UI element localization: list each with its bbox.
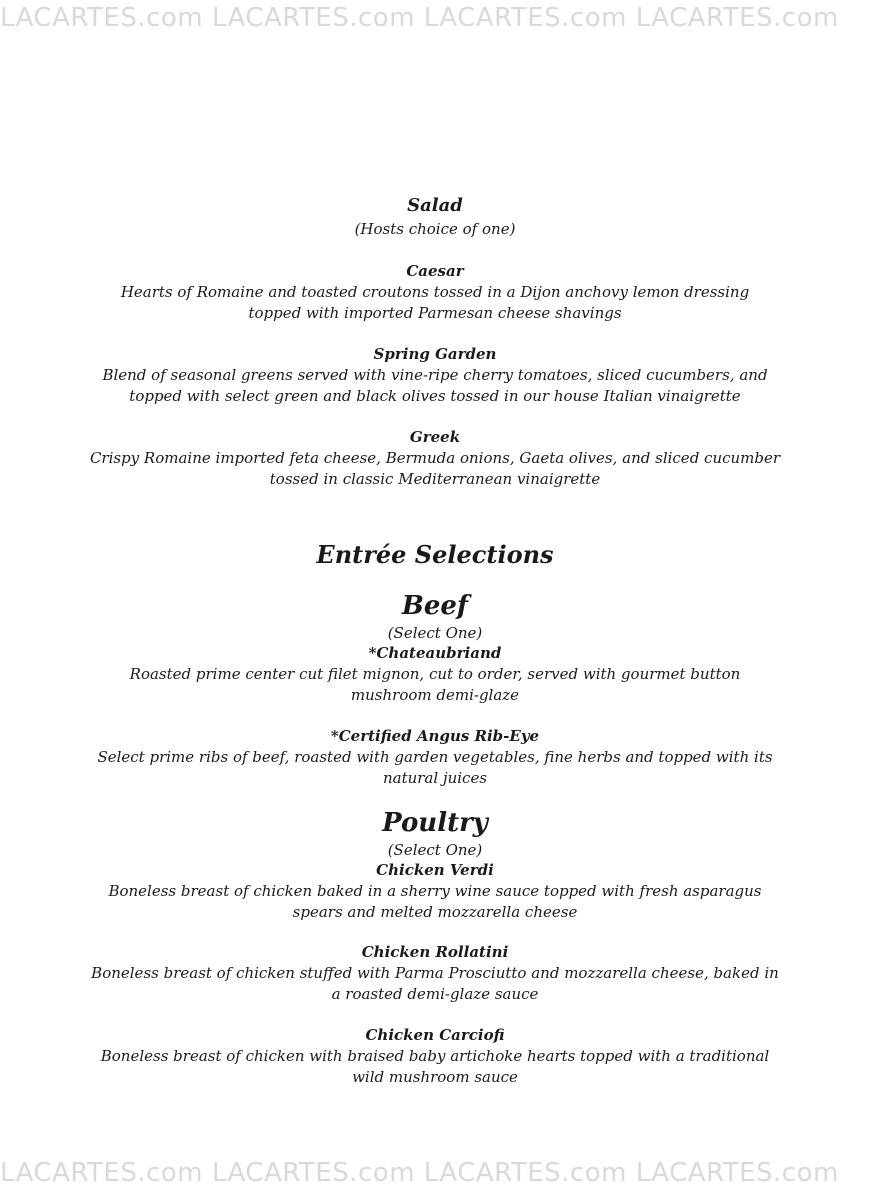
menu-item-desc: Crispy Romaine imported feta cheese, Bermuda onions, Gaeta olives, and sliced cucumber bbox=[89, 449, 781, 467]
menu-item-desc: Boneless breast of chicken baked in a sherry wine sauce topped with fresh asparagus bbox=[108, 882, 762, 900]
menu-item-desc: Select prime ribs of beef, roasted with garden vegetables, fine herbs and topped with its bbox=[97, 748, 773, 766]
menu-item-desc: spears and melted mozzarella cheese bbox=[292, 903, 578, 921]
menu-item-name: Chicken Verdi bbox=[376, 861, 494, 879]
menu-item-desc: Blend of seasonal greens served with vine-ripe cherry tomatoes, sliced cucumbers, and bbox=[102, 366, 768, 384]
menu-item-desc: topped with select green and black olives tossed in our house Italian vinaigrette bbox=[129, 387, 741, 405]
salad-note: (Hosts choice of one) bbox=[354, 220, 516, 238]
salad-title: Salad bbox=[407, 195, 463, 216]
menu-item-name: Chicken Carciofi bbox=[365, 1026, 505, 1044]
entree-title: Entrée Selections bbox=[316, 540, 554, 569]
menu-item-name: Caesar bbox=[406, 262, 464, 280]
watermark-bottom bbox=[0, 1158, 870, 1188]
menu-item-desc: tossed in classic Mediterranean vinaigrette bbox=[269, 470, 601, 488]
watermark-text: LACARTES.com LACARTES.com LACARTES.com LACARTES.com bbox=[0, 1158, 839, 1188]
menu-item-name: Greek bbox=[409, 428, 461, 446]
menu-item-name: Spring Garden bbox=[373, 345, 497, 363]
menu-item-desc: wild mushroom sauce bbox=[352, 1068, 518, 1086]
menu-item-desc: natural juices bbox=[382, 769, 488, 787]
menu-item-desc: Boneless breast of chicken with braised baby artichoke hearts topped with a traditional bbox=[100, 1047, 770, 1065]
menu-item-desc: topped with imported Parmesan cheese shavings bbox=[248, 304, 622, 322]
menu-item-desc: Hearts of Romaine and toasted croutons tossed in a Dijon anchovy lemon dressing bbox=[120, 283, 750, 301]
beef-title: Beef bbox=[401, 591, 469, 621]
poultry-title: Poultry bbox=[382, 808, 488, 838]
menu-item-name: *Chateaubriand bbox=[368, 644, 502, 662]
watermark-text: LACARTES.com LACARTES.com LACARTES.com LACARTES.com bbox=[0, 3, 839, 33]
beef-note: (Select One) bbox=[387, 624, 483, 642]
menu-item-name: *Certified Angus Rib-Eye bbox=[330, 727, 540, 745]
poultry-note: (Select One) bbox=[387, 841, 483, 859]
watermark-top bbox=[0, 3, 870, 33]
menu-item-name: Chicken Rollatini bbox=[361, 943, 509, 961]
menu-item-desc: a roasted demi-glaze sauce bbox=[331, 985, 539, 1003]
menu-item-desc: Boneless breast of chicken stuffed with Parma Prosciutto and mozzarella cheese, baked in bbox=[91, 964, 779, 982]
menu-item-desc: Roasted prime center cut filet mignon, cut to order, served with gourmet button bbox=[129, 665, 741, 683]
menu-item-desc: mushroom demi-glaze bbox=[350, 686, 520, 704]
